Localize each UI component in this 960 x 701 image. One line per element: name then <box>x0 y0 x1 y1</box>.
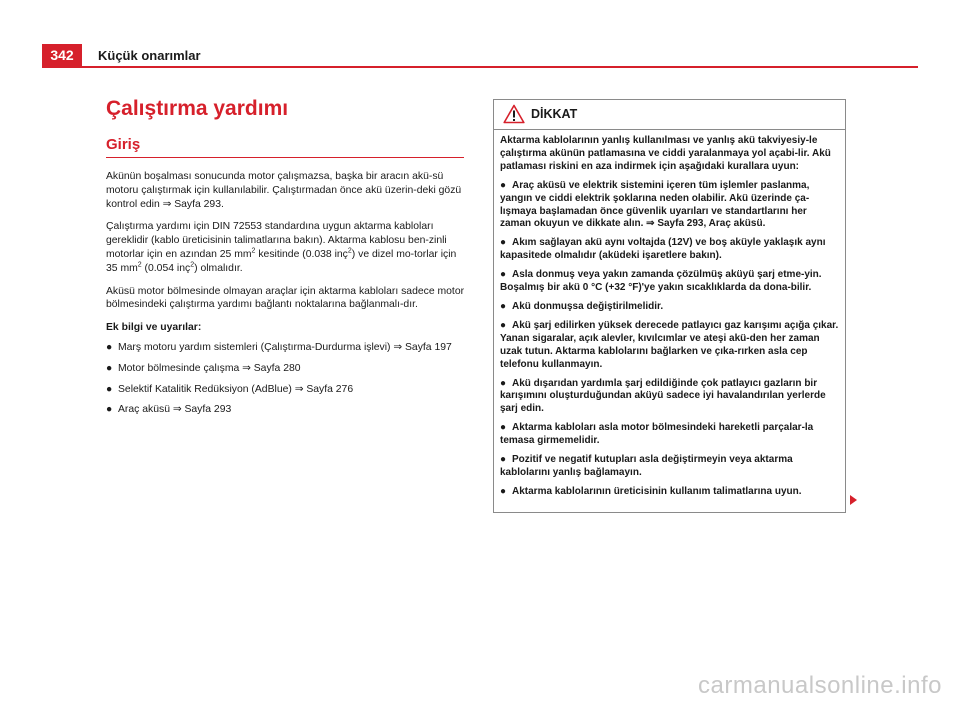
list-item <box>500 454 840 480</box>
subsection-title: Giriş <box>106 136 141 153</box>
list-item <box>106 362 466 376</box>
warning-text: Araç aküsü ve elektrik sistemini içeren tüm işlemler paslanma, yangın ve ciddi elektrik şoklarına neden olabilir. Akü üzerinde ça-lışmaya başlamadan önce güvenlik uyarıları ve standartlarını her zaman okuyun ve dikkate alın. ⇒ Sayfa 293, Araç aküsü. <box>500 179 810 230</box>
info-heading: Ek bilgi ve uyarılar: <box>106 322 202 334</box>
watermark: carmanualsonline.info <box>698 672 942 699</box>
bullet-icon: ● <box>106 404 113 416</box>
bullet-icon: ● <box>106 362 113 374</box>
warning-text: Akım sağlayan akü aynı voltajda (12V) ve boş aküyle yaklaşık aynı kapasitede olmalıdır (aküdeki işaretlere bakın). <box>500 237 826 262</box>
bullet-icon: ● <box>500 300 507 312</box>
list-item <box>500 301 840 314</box>
list-item <box>500 237 840 263</box>
cable-spec-paragraph <box>106 220 466 275</box>
bullet-icon: ● <box>500 377 507 389</box>
continue-arrow-icon <box>850 495 857 505</box>
superscript: 2 <box>190 261 195 269</box>
bullet-text: Marş motoru yardım sistemleri (Çalıştırma-Durdurma işlevi) ⇒ Sayfa 197 <box>118 341 452 353</box>
superscript: 2 <box>347 247 352 255</box>
subsection-divider <box>106 157 464 158</box>
warning-body <box>494 130 845 499</box>
bullet-text: Selektif Katalitik Redüksiyon (AdBlue) ⇒ Sayfa 276 <box>118 383 354 395</box>
bullet-icon: ● <box>500 237 507 249</box>
page-number-badge: 342 <box>42 44 82 67</box>
warning-text: Akü donmuşsa değiştirilmelidir. <box>512 300 664 312</box>
warning-text: Pozitif ve negatif kutupları asla değiştirmeyin veya aktarma kablolarını yanlış bağlamayın. <box>500 454 793 478</box>
list-item <box>500 378 840 417</box>
superscript: 2 <box>251 247 256 255</box>
engine-bay-paragraph: Aküsü motor bölmesinde olmayan araçlar için aktarma kabloları sadece motor bölmesindeki çalıştırma yardımı bağlantı noktalarına bağlanmalı-dır. <box>106 285 465 311</box>
list-item <box>106 403 466 417</box>
warning-text: Asla donmuş veya yakın zamanda çözülmüş aküyü şarj etme-yin. Boşalmış bir akü 0 °C (+32 °F)'ye yakın sıcaklıklarda da dona-bilir. <box>500 269 822 294</box>
warning-header <box>494 100 845 130</box>
warning-box <box>493 99 846 513</box>
list-item <box>500 422 840 448</box>
cable-spec-text-a: Çalıştırma yardımı için DIN 72553 standardına uygun aktarma kabloları gereklidir (kablo üreticisinin talimatlarına bakın). Aktarma kablosu ben-zinli motorlar için en azından 25 mm <box>106 221 447 260</box>
cable-spec-text-e: ) olmalıdır. <box>194 262 243 274</box>
warning-text: Aktarma kablolarının üreticisinin kullanım talimatlarına uyun. <box>512 485 802 497</box>
warning-text: Akü şarj edilirken yüksek derecede patlayıcı gaz karışımı açığa çıkar. Yanan sigaralar, açık alevler, kıvılcımlar ve ateşi akü-den her zaman uzak tutun. Aktarma kablolarını bağlarken ve çıka-rırken asla cep telefonu kullanmayın. <box>500 319 839 370</box>
list-item <box>106 341 466 355</box>
list-item <box>500 486 840 499</box>
chapter-title: Küçük onarımlar <box>98 48 201 63</box>
bullet-text: Araç aküsü ⇒ Sayfa 293 <box>118 404 232 416</box>
warning-triangle-icon <box>503 104 525 124</box>
warning-text: Aktarma kabloları asla motor bölmesindeki hareketli parçalar-la temasa girmemelidir. <box>500 422 814 447</box>
bullet-icon: ● <box>500 179 507 191</box>
cable-spec-text-d: (0.054 inç <box>141 262 191 274</box>
bullet-icon: ● <box>500 422 507 434</box>
list-item <box>500 269 840 295</box>
warning-title: DİKKAT <box>531 107 578 121</box>
bullet-icon: ● <box>106 383 113 395</box>
warning-intro: Aktarma kablolarının yanlış kullanılması ve yanlış akü takviyesiy-le çalıştırma akünün patlamasına ve ciddi yaralanmaya yol açabi-lir. Akü patlaması riskini en aza indirmek için aşağıdaki kurallara uyun: <box>500 135 831 172</box>
cable-spec-text-c: ) ve dizel mo-torlar için 35 mm <box>106 248 457 274</box>
cable-spec-text-b: kesitinde (0.038 inç <box>255 248 348 260</box>
intro-paragraph: Akünün boşalması sonucunda motor çalışmazsa, başka bir aracın akü-sü motoru çalıştırmak için kullanılabilir. Çalıştırmadan önce akü üzerin-deki gözü kontrol edin ⇒ Sayfa 293. <box>106 171 462 210</box>
bullet-icon: ● <box>106 341 113 353</box>
bullet-text: Motor bölmesinde çalışma ⇒ Sayfa 280 <box>118 362 301 374</box>
bullet-icon: ● <box>500 454 507 466</box>
warning-text: Akü dışarıdan yardımla şarj edildiğinde çok patlayıcı gazların bir karışımını oluşturduğundan aküyü sadece iyi havalandırılan yerlerde şarj edin. <box>500 377 826 415</box>
list-item <box>106 383 466 397</box>
list-item <box>500 180 840 232</box>
bullet-icon: ● <box>500 485 507 497</box>
header-divider <box>42 66 918 68</box>
list-item <box>500 320 840 372</box>
section-title: Çalıştırma yardımı <box>106 97 289 120</box>
main-text-column <box>106 170 466 424</box>
bullet-icon: ● <box>500 319 507 331</box>
bullet-icon: ● <box>500 269 507 281</box>
superscript: 2 <box>137 261 142 269</box>
